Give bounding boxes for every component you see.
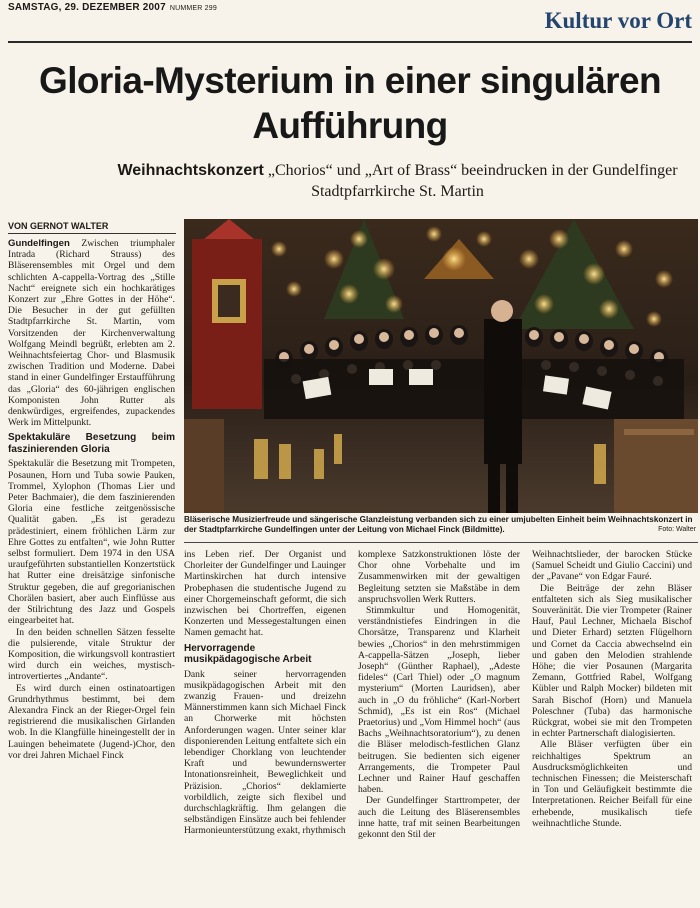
section-title: Kultur vor Ort — [544, 8, 692, 33]
header-rule — [8, 41, 692, 43]
paragraph: Spektakulär die Besetzung mit Trompeten, Posaunen, Horn und Tuba sowie Pauken, Trommel, Xylophon (Thomas Lier und Peter Bachmaier), die dem faszinierenden Gloria eine festliche zeitgenössische Qualität gaben. „Es ist geradezu prädestiniert, einem fröhlichen Lärm zur Ehre Gottes zu entfalten“, wie John Rutter selbst formuliert. Dem 1974 in den USA uraufgeführten substantiellen Konzertstück hat Rutter eine dreisätzige sinfonische Struktur gegeben, die auf gregorianischen Chorälen basiert, aber auch Einflüsse aus der Stilrichtung des Jazz und Gospels eingearbeitet hat. — [8, 458, 175, 627]
subheadline-bold: Weihnachtskonzert — [117, 162, 264, 179]
paragraph: Alle Bläser verfügten über ein reichhaltiges Spektrum an Ausdrucksmöglichkeiten und technischen Finessen; die Meisterschaft in Ton und Geläufigkeit bestimmte die Interpretationen. Reicher Beifall für eine erhebende, musikalisch tiefe weihnachtliche Stunde. — [532, 739, 692, 829]
photo-caption — [184, 515, 698, 535]
dateline-place: Gundelfingen — [8, 238, 70, 249]
photo-credit: Foto: Walter — [658, 526, 696, 533]
paragraph: Stimmkultur und Homogenität, verständnistiefes Eindringen in die Chorsätze, Transparenz und Klarheit bewies „Chorios“ in den mehrstimmigen A-cappella-Sätzen „Joseph, lieber Joseph“ (Günther Raphael), „Adeste fideles“ (Carl Thiel) oder „O magnum mysterium“ (Morten Lauridsen), aber auch in „O du fröhliche“ (Karl-Norbert Schmid), „Es ist ein Ros“ (Michael Praetorius) und „Vom Himmel hoch“ (aus Bachs „Weihnachtsoratorium“), zu denen die Bläser melodisch-festlichen Glanz beitrugen. Sie bedienten sich eigener Arrangements, die Trompeter Paul Lechner und Rainer Hauf geschaffen haben. — [358, 605, 520, 796]
subheadline-text: „Chorios“ und „Art of Brass“ beeindrucken in der Gundelfinger Stadtpfarrkirche St. Martin — [267, 162, 678, 200]
headline: Gloria-Mysterium in einer singulären Aufführung — [39, 60, 661, 146]
text-column-4 — [532, 549, 692, 829]
paragraph: Es wird durch einen ostinatoartigen Grundrhythmus bestimmt, bei dem Alexandra Finck an der Rieger-Orgel fein registrierend die musikalischen Girlanden wob. In die Klangfülle hineingestellt der in Lauingen beheimatete (Jugend-)Chor, den vor drei Jahren Michael Finck — [8, 682, 175, 761]
paragraph: Zwischen triumphaler Intrada (Richard Strauss) des Bläserensembles mit Orgel und dem schlichten A-cappella-Vortrag des „Stille Nacht“ ereignete sich ein hochkarätiges Konzert zur „Ehre Gottes in der Höhe“. Die Besucher in der gut gefüllten Stadtpfarrkirche St. Martin, vom Vorsitzenden der Kirchenverwaltung Wolfgang Meindl begrüßt, erlebten am 2. Weihnachtsfeiertag Chor- und Blasmusik zwischen Tradition und Moderne. Dabei stand in einer Gundelfinger Erstaufführung das „Gloria“ des 60-jährigen englischen Komponisten John Rutter als denkwürdiges, ergreifendes, zupackendes Werk im Mittelpunkt. — [8, 238, 175, 429]
issue-number: NUMMER 299 — [169, 5, 217, 12]
concert-photo — [184, 219, 698, 513]
paragraph: Dank seiner hervorragenden musikpädagogischen Arbeit mit den zwanzig Frauen- und dreizehn Männerstimmen kann sich Michael Finck an Chorwerke mit höchsten Anforderungen wagen. Unter seiner klar disponierenden Leitung entfaltete sich ein lebendiger Chorklang von leuchtender Kraft und bewundernswerter Intonationsreinheit, Beweglichkeit und Präzision. „Chorios“ deklamierte vorbildlich, zeigte sich flexibel und durchschlagkräftig. Ihm gelangen die selbständigen Einsätze auch bei fehlender Harmonieunterstützung exakt, rhythmisch — [184, 668, 346, 837]
paragraph: ins Leben rief. Der Organist und Chorleiter der Gundelfinger und Lauinger Martinskirchen hat durch intensive Probephasen die studentische Jugend zu einer Chorgemeinschaft geformt, die sich inzwischen bei Chortreffen, eigenen Konzerten und Messegestaltungen einen Namen gemacht hat. — [184, 549, 346, 639]
caption-rule — [184, 542, 698, 543]
byline: VON GERNOT WALTER — [8, 221, 109, 231]
caption-text: Bläserische Musizierfreude und sängerische Glanzleistung verbanden sich zu einer umjubelten Einheit beim Weihnachtskonzert in der Stadtpfarrkirche Gundelfingen unter der Leitung von Michael Finck (Bildmitte). — [184, 515, 693, 534]
paragraph: komplexe Satzkonstruktionen löste der Chor ohne Vorbehalte und im Zusammenwirken mit der gewaltigen Begleitung setzten sie Maßstäbe in dem anspruchsvollen Werk Rutters. — [358, 549, 520, 605]
publication-date: SAMSTAG, 29. DEZEMBER 2007 — [8, 2, 166, 13]
date-line — [8, 2, 217, 13]
paragraph: In den beiden schnellen Sätzen fesselte die pulsierende, vitale Struktur der Komposition, die wirkungsvoll kontrastiert wird durch ein weiches, mystisch-introvertiertes „Andante“. — [8, 626, 175, 683]
subheading: Hervorragende musikpädagogische Arbeit — [184, 642, 312, 666]
text-column-1 — [8, 238, 175, 761]
paragraph: Die Beiträge der zehn Bläser entfalteten sich als Sieg musikalischer Souveränität. Die vier Trompeter (Rainer Hauf, Paul Lechner, Michaela Bischof und Dieter Erhard) setzten Flügelhorn und Cornet da Caccia abwechselnd ein und gaben den Melodien strahlende Höhe; die vier Posaunen (Margarita Zemann, Gottfried Rabel, Wolfgang Kübler und Ralph Mocker) bildeten mit Sarah Bischof (Horn) und Manuela Poleschner (Tuba) das harmonische Rückgrat, wobei sie mit den Trompeten in echter Partnerschaft dialogisierten. — [532, 582, 692, 740]
subheading: Spektakuläre Besetzung beim faszinierenden Gloria — [8, 432, 175, 455]
subheadline — [110, 160, 685, 202]
paragraph: Weihnachtslieder, der barocken Stücke (Samuel Scheidt und Giulio Caccini) und der „Pavane“ von Edgar Fauré. — [532, 549, 692, 583]
text-column-2 — [184, 549, 346, 837]
text-column-3 — [358, 549, 520, 840]
paragraph: Der Gundelfinger Starttrompeter, der auch die Leitung des Bläserensembles inne hatte, traf mit seinen Bearbeitungen gekonnt den Stil der — [358, 795, 520, 841]
byline-rule — [8, 233, 176, 234]
